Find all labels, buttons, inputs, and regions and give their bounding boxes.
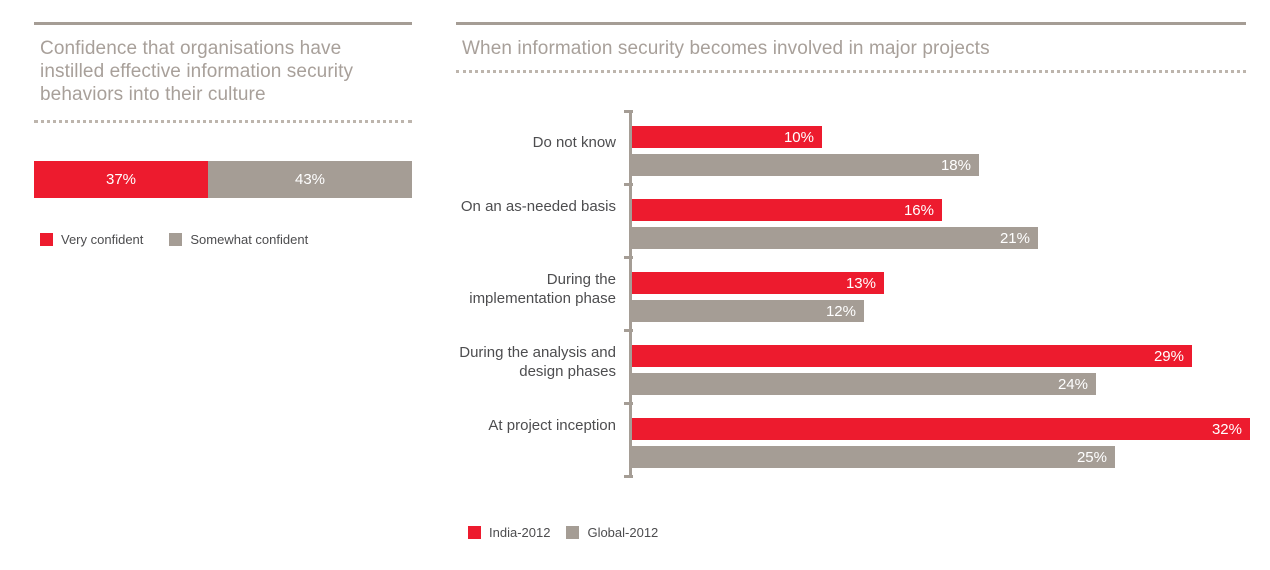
category-label: On an as-needed basis bbox=[460, 198, 616, 215]
left-legend bbox=[40, 232, 324, 247]
left-panel-top-rule bbox=[34, 22, 412, 25]
category-label: At project inception bbox=[488, 417, 616, 434]
bar-global-2012 bbox=[632, 373, 1096, 395]
bar-global-2012 bbox=[632, 154, 979, 176]
chart-legend bbox=[468, 525, 674, 540]
legend-item-global-2012 bbox=[566, 525, 658, 540]
stacked-segment-very-confident bbox=[34, 161, 208, 198]
legend-item-very-confident bbox=[40, 232, 143, 247]
legend-label-somewhat-confident: Somewhat confident bbox=[190, 232, 309, 247]
bar-value-label: 24% bbox=[1057, 375, 1088, 393]
legend-item-somewhat-confident bbox=[169, 232, 308, 247]
stacked-segment-somewhat-confident-label: 43% bbox=[294, 171, 326, 188]
right-panel-dotted-rule bbox=[456, 70, 1246, 73]
legend-item-india-2012 bbox=[468, 525, 550, 540]
bar-india-2012 bbox=[632, 418, 1250, 440]
legend-swatch-icon-somewhat-confident bbox=[169, 233, 182, 246]
axis-tick bbox=[624, 475, 633, 478]
bar-india-2012 bbox=[632, 272, 884, 294]
left-panel-dotted-rule bbox=[34, 120, 412, 123]
left-panel bbox=[34, 22, 412, 123]
stacked-segment-very-confident-label: 37% bbox=[105, 171, 137, 188]
axis-tick bbox=[624, 110, 633, 113]
right-panel-title: When information security becomes involved in major projects bbox=[462, 38, 990, 59]
legend-swatch-icon-very-confident bbox=[40, 233, 53, 246]
bar-india-2012 bbox=[632, 126, 822, 148]
bar-global-2012 bbox=[632, 300, 864, 322]
right-panel-top-rule bbox=[456, 22, 1246, 25]
left-panel-title: Confidence that organisations have instilled effective information security behaviors into their culture bbox=[40, 38, 354, 105]
projects-bar-chart bbox=[456, 100, 1256, 490]
legend-swatch-icon-global-2012 bbox=[566, 526, 579, 539]
bar-value-label: 16% bbox=[903, 201, 934, 219]
bar-value-label: 18% bbox=[940, 156, 971, 174]
stacked-segment-somewhat-confident bbox=[208, 161, 412, 198]
bar-india-2012 bbox=[632, 345, 1192, 367]
bar-value-label: 12% bbox=[825, 302, 856, 320]
category-label: Do not know bbox=[532, 134, 616, 151]
bar-global-2012 bbox=[632, 446, 1115, 468]
confidence-stacked-bar bbox=[34, 161, 412, 198]
bar-value-label: 32% bbox=[1211, 420, 1242, 438]
bar-global-2012 bbox=[632, 227, 1038, 249]
axis-tick bbox=[624, 402, 633, 405]
right-panel bbox=[456, 22, 1246, 73]
legend-swatch-icon-india-2012 bbox=[468, 526, 481, 539]
bar-value-label: 13% bbox=[845, 274, 876, 292]
bar-value-label: 21% bbox=[999, 229, 1030, 247]
axis-tick bbox=[624, 329, 633, 332]
axis-tick bbox=[624, 183, 633, 186]
legend-label-very-confident: Very confident bbox=[61, 232, 144, 247]
legend-label-global-2012: Global-2012 bbox=[587, 525, 659, 540]
bar-value-label: 25% bbox=[1076, 448, 1107, 466]
axis-tick bbox=[624, 256, 633, 259]
bar-value-label: 29% bbox=[1153, 347, 1184, 365]
legend-label-india-2012: India-2012 bbox=[489, 525, 551, 540]
category-label: During the implementation phase bbox=[469, 271, 616, 307]
bar-india-2012 bbox=[632, 199, 942, 221]
category-label: During the analysis and design phases bbox=[459, 344, 616, 380]
bar-value-label: 10% bbox=[783, 128, 814, 146]
